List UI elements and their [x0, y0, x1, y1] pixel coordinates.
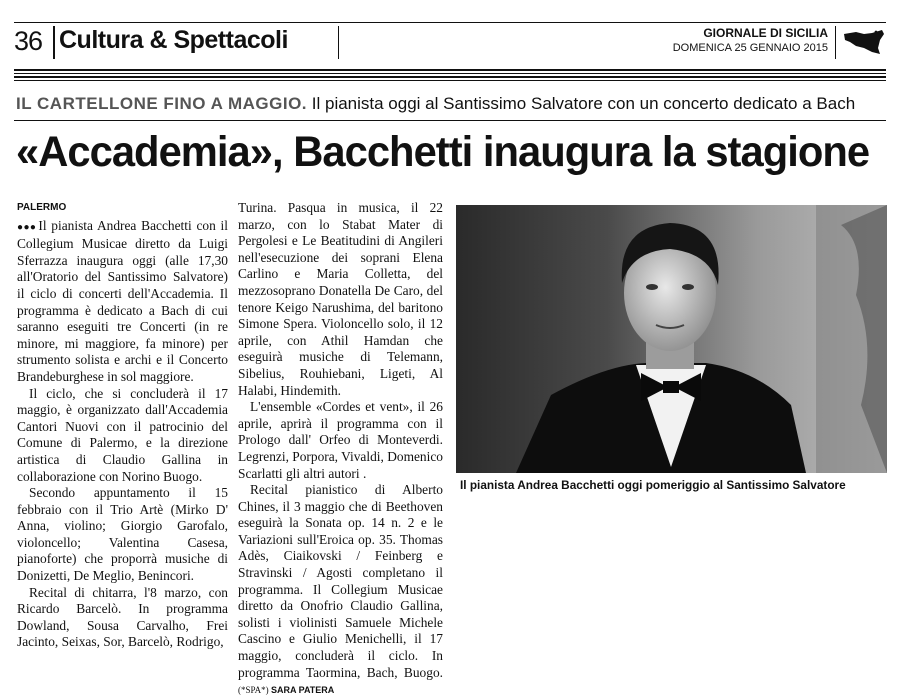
divider — [338, 26, 339, 59]
section-title: Cultura & Spettacoli — [59, 26, 288, 54]
byline: SARA PATERA — [270, 685, 335, 696]
pianist-photo — [456, 205, 887, 473]
paragraph: Recital pianistico di Alberto Chines, il 3 maggio che di Beethoven eseguirà la Sonata op. 14 n. 2 e le Variazioni sull'Eroica op. 35. Thomas Adès, Ciaikovski / Feinberg e Stravinski / Agosti completano il programma. Il Collegium Musicae diretto da Onofrio Claudio Gallina, solisti i violinisti Samuele Michele Cascino e Giulio Menichelli, il 17 maggio, concluderà il ciclo. In programma Taormina, Bach, Buogo. (*SPA*) SARA PATERA — [238, 482, 443, 696]
paragraph: L'ensemble «Cordes et vent», il 26 aprile, aprirà il programma con il Prologo dall' Orfeo di Monteverdi. Legrenzi, Porpora, Vivaldi, Domenico Scarlatti gli altri autori . — [238, 399, 443, 481]
divider — [835, 26, 836, 59]
header-rule — [14, 80, 886, 81]
header-rule — [14, 76, 886, 78]
kicker — [16, 94, 855, 114]
dateline: PALERMO — [17, 202, 67, 213]
kicker-lead: IL CARTELLONE FINO A MAGGIO. — [16, 94, 308, 113]
photo-caption: Il pianista Andrea Bacchetti oggi pomeriggio al Santissimo Salvatore — [460, 478, 846, 492]
source-tag: (*SPA*) — [238, 685, 269, 696]
kicker-rule — [14, 120, 886, 121]
paragraph: Turina. Pasqua in musica, il 22 marzo, con lo Stabat Mater di Pergolesi e Le Beatitudini di Angileri nell'esecuzione dei soprani Elena Carlino e Maria Colletta, del mezzosoprano Donatella De Caro, del tenore Keigo Narushima, del baritono Simone Spera. Violoncello solo, il 12 aprile, con Athil Hamdan che eseguirà musiche di Telemann, Sibelius, Rouhiebani, Ligeti, Al Halabi, Hindemith. — [238, 200, 443, 398]
page-number: 36 — [14, 26, 43, 56]
header-rule — [14, 73, 886, 74]
top-rule — [14, 22, 886, 23]
issue-date: DOMENICA 25 GENNAIO 2015 — [672, 42, 828, 54]
newspaper-name: GIORNALE DI SICILIA — [703, 26, 828, 40]
headline: «Accademia», Bacchetti inaugura la stagione — [16, 128, 870, 176]
paragraph: Secondo appuntamento il 15 febbraio con il Trio Artè (Mirko D' Anna, violino; Giorgio Garofalo, violoncello; Valentina Casesa, pianoforte) che proporrà musiche di Donizetti, De Meglio, Benincori. — [17, 485, 228, 584]
paragraph: ●●● Il pianista Andrea Bacchetti con il Collegium Musicae diretto da Luigi Sferrazza inaugura oggi (alle 17,30 all'Oratorio del Santissimo Salvatore) il ciclo di concerti dell'Accademia. Il programma è dedicato a Bach di cui saranno eseguiti tre Concerti (in re minore, mi maggiore, fa minore) per strumento solista e archi e il Concerto Brandeburghese in sol maggiore. — [17, 217, 228, 384]
article-column-2 — [238, 200, 443, 699]
paragraph: Recital di chitarra, l'8 marzo, con Ricardo Barcelò. In programma Dowland, Sousa Carvalho, Frei Jacinto, Seixas, Sor, Barcelò, Rodrigo, — [17, 584, 228, 650]
kicker-text: Il pianista oggi al Santissimo Salvatore con un concerto dedicato a Bach — [311, 94, 856, 113]
article-column-1 — [17, 200, 228, 651]
bullet-dots-icon: ●●● — [17, 221, 37, 233]
sicily-map-icon — [842, 28, 886, 56]
header-rule — [14, 69, 886, 71]
paragraph: Il ciclo, che si concluderà il 17 maggio, è organizzato dall'Accademia Cantori Nuovi con il patrocinio del Comune di Palermo, e la direzione artistica di Claudio Gallina in collaborazione con Norino Buogo. — [17, 385, 228, 484]
divider — [53, 26, 55, 59]
